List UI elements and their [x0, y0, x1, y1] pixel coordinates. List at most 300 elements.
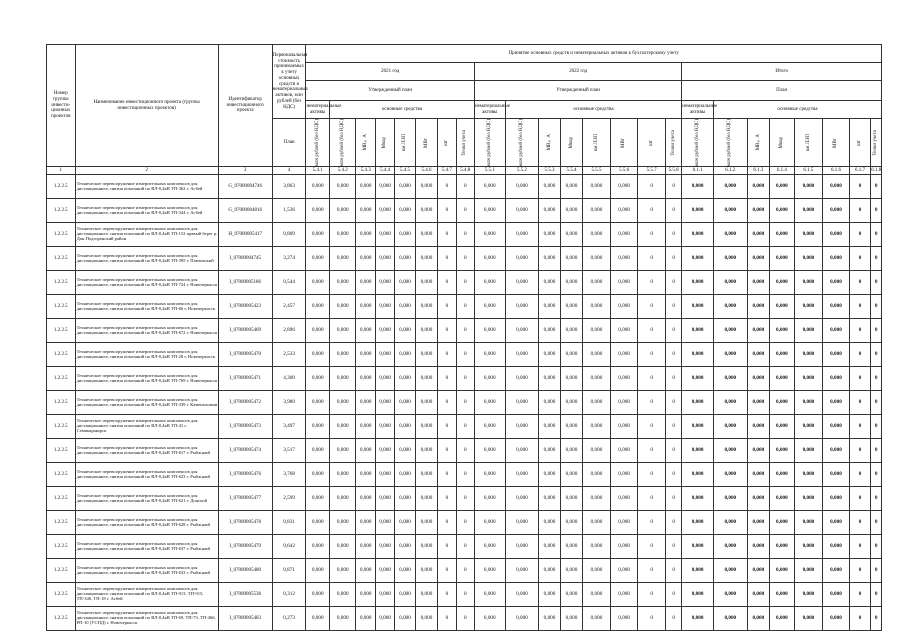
- value-total: 0,000: [794, 415, 823, 439]
- value-total: 0: [871, 295, 882, 319]
- value-total: 0,000: [794, 583, 823, 607]
- value-2022: 0: [638, 295, 666, 319]
- value-total: 0,000: [682, 583, 714, 607]
- column-number: 1: [47, 167, 76, 175]
- project-id: I_07000005473: [218, 415, 272, 439]
- value-total: 0,000: [823, 295, 850, 319]
- project-id: I_07000005471: [218, 367, 272, 391]
- value-2022: 0,000: [560, 247, 582, 271]
- value-2021: 0,000: [306, 199, 329, 223]
- value-2021: 0,000: [306, 511, 329, 535]
- value-total: 0,000: [770, 535, 795, 559]
- value-2022: 0: [665, 463, 681, 487]
- value-2021: 0,000: [306, 463, 329, 487]
- value-total: 0,000: [747, 295, 769, 319]
- value-2021: 0,000: [356, 271, 375, 295]
- value-2022: 0,000: [583, 535, 611, 559]
- value-2022: 0: [665, 439, 681, 463]
- value-2022: 0,000: [583, 559, 611, 583]
- value-2022: 0,000: [539, 487, 560, 511]
- value-total: 0: [849, 223, 870, 247]
- value-total: 0,000: [823, 487, 850, 511]
- value-total: 0,000: [770, 607, 795, 631]
- value-total: 0,000: [770, 511, 795, 535]
- header-sub-label: шт: [444, 139, 449, 146]
- value-total: 0,000: [823, 223, 850, 247]
- group-number: 1.2.3.5: [47, 535, 76, 559]
- value-2021: 0: [456, 487, 474, 511]
- value-2022: 0,000: [474, 535, 505, 559]
- project-id: I_07000004745: [218, 247, 272, 271]
- value-2022: 0,000: [505, 247, 539, 271]
- plan-value: 0,544: [272, 271, 306, 295]
- column-number: 5.5.2: [505, 167, 539, 175]
- value-2022: 0,000: [560, 223, 582, 247]
- value-total: 0: [871, 559, 882, 583]
- value-2021: 0,000: [415, 343, 437, 367]
- project-name: Техническое перевооружение измерительных комплексов для дистанционного снятия показаний по ВЛ-0,4кВ ТП-633 г. Рыбацкий: [75, 559, 218, 583]
- value-2021: 0,000: [329, 367, 356, 391]
- header-sub-col: [871, 119, 882, 167]
- column-number: 5.5.7: [638, 167, 666, 175]
- value-total: 0: [849, 199, 870, 223]
- column-number: 3: [218, 167, 272, 175]
- value-total: 0: [871, 199, 882, 223]
- value-2021: 0,000: [395, 559, 415, 583]
- value-2022: 0: [638, 463, 666, 487]
- value-2022: 0: [665, 391, 681, 415]
- value-2022: 0,000: [539, 319, 560, 343]
- value-total: 0,000: [713, 415, 747, 439]
- value-total: 0,000: [823, 247, 850, 271]
- value-total: 0,000: [770, 247, 795, 271]
- value-2022: 0,000: [560, 535, 582, 559]
- value-2022: 0: [638, 175, 666, 199]
- value-total: 0,000: [747, 583, 769, 607]
- project-id: I_07000005479: [218, 535, 272, 559]
- value-total: 0,000: [682, 247, 714, 271]
- header-sub-label: Мвар: [778, 136, 784, 149]
- value-2021: 0,000: [415, 439, 437, 463]
- value-2021: 0,000: [395, 511, 415, 535]
- value-2022: 0,000: [610, 535, 638, 559]
- value-total: 0,000: [823, 607, 850, 631]
- value-2022: 0,000: [583, 343, 611, 367]
- value-2022: 0,000: [474, 487, 505, 511]
- header-sub-label: км ЛЭП: [805, 134, 811, 152]
- value-2022: 0: [638, 199, 666, 223]
- project-id: I_07000005477: [218, 487, 272, 511]
- value-2021: 0,000: [329, 247, 356, 271]
- value-total: 0,000: [747, 415, 769, 439]
- header-fixed: основные средства: [713, 101, 881, 119]
- value-2021: 0: [456, 439, 474, 463]
- value-2022: 0: [665, 583, 681, 607]
- value-total: 0,000: [794, 199, 823, 223]
- value-total: 0,000: [747, 535, 769, 559]
- column-number: 4: [272, 167, 306, 175]
- value-2021: 0,000: [395, 607, 415, 631]
- project-id: I_07000005423: [218, 295, 272, 319]
- value-2022: 0,000: [610, 511, 638, 535]
- value-2021: 0: [456, 295, 474, 319]
- value-2021: 0: [438, 223, 456, 247]
- value-2022: 0,000: [560, 439, 582, 463]
- group-number: 1.2.3.5: [47, 439, 76, 463]
- column-number: 6.1.4: [770, 167, 795, 175]
- value-2022: 0,000: [474, 439, 505, 463]
- value-2021: 0: [456, 343, 474, 367]
- value-2022: 0,000: [505, 271, 539, 295]
- plan-value: 3,980: [272, 391, 306, 415]
- column-number: 6.1.3: [747, 167, 769, 175]
- value-total: 0,000: [794, 223, 823, 247]
- table-row: [47, 175, 882, 199]
- value-total: 0,000: [794, 319, 823, 343]
- value-2021: 0: [438, 295, 456, 319]
- table-row: [47, 295, 882, 319]
- value-2022: 0,000: [474, 343, 505, 367]
- table-row: [47, 247, 882, 271]
- value-2022: 0,000: [560, 391, 582, 415]
- table-row: [47, 391, 882, 415]
- column-number: 5.4.2: [329, 167, 356, 175]
- value-2022: 0: [638, 439, 666, 463]
- value-2022: 0: [665, 607, 681, 631]
- value-total: 0,000: [682, 559, 714, 583]
- value-2021: 0: [456, 367, 474, 391]
- column-number: 5.5.6: [610, 167, 638, 175]
- value-2022: 0,000: [610, 463, 638, 487]
- value-2021: 0,000: [356, 295, 375, 319]
- value-total: 0,000: [682, 391, 714, 415]
- column-number: 5.4.6: [415, 167, 437, 175]
- value-total: 0,000: [823, 583, 850, 607]
- value-2021: 0,000: [395, 391, 415, 415]
- value-2022: 0,000: [474, 391, 505, 415]
- value-2021: 0,000: [375, 247, 394, 271]
- value-2022: 0: [665, 511, 681, 535]
- value-total: 0,000: [713, 583, 747, 607]
- value-total: 0,000: [823, 439, 850, 463]
- value-2021: 0,000: [395, 223, 415, 247]
- header-plan: Первоначальная стоимость принимаемых к учету основных средств и нематериальных активов, млн рублей (без НДС): [272, 45, 306, 119]
- table-row: [47, 487, 882, 511]
- value-2022: 0,000: [474, 559, 505, 583]
- value-2022: 0,000: [560, 607, 582, 631]
- value-2021: 0,000: [375, 607, 394, 631]
- header-sub-label: млн рублей (без НДС): [486, 119, 492, 167]
- value-2021: 0,000: [356, 391, 375, 415]
- header-sub-intangible-unit: [474, 119, 505, 167]
- header-sub-col: [356, 119, 375, 167]
- value-2022: 0: [638, 415, 666, 439]
- header-sub-label: Мвар: [382, 136, 388, 149]
- value-2022: 0,000: [583, 199, 611, 223]
- value-2021: 0,000: [356, 175, 375, 199]
- value-total: 0: [871, 487, 882, 511]
- header-sub-label: млн рублей (без НДС): [314, 119, 320, 167]
- value-total: 0,000: [770, 199, 795, 223]
- group-number: 1.2.3.5: [47, 559, 76, 583]
- value-total: 0,000: [747, 199, 769, 223]
- value-2021: 0,000: [306, 367, 329, 391]
- value-2021: 0,000: [306, 343, 329, 367]
- value-2021: 0: [438, 487, 456, 511]
- project-name: Техническое перевооружение измерительных комплексов для дистанционного снятия показаний по ВЛ-0,4кВ ТП-623 г. Рыбацкий: [75, 463, 218, 487]
- value-total: 0,000: [747, 175, 769, 199]
- value-2022: 0,000: [583, 583, 611, 607]
- value-2022: 0,000: [505, 199, 539, 223]
- value-2022: 0,000: [560, 199, 582, 223]
- value-total: 0,000: [794, 535, 823, 559]
- value-total: 0,000: [682, 319, 714, 343]
- header-name: Наименование инвестиционного проекта (группы инвестиционных проектов): [75, 45, 218, 167]
- header-approved-2021: Утвержденный план: [306, 81, 474, 101]
- value-2021: 0,000: [329, 295, 356, 319]
- value-total: 0: [871, 583, 882, 607]
- value-2022: 0,000: [505, 607, 539, 631]
- value-2022: 0,000: [610, 319, 638, 343]
- value-total: 0,000: [747, 559, 769, 583]
- group-number: 1.2.3.5: [47, 391, 76, 415]
- header-sub-col: [505, 119, 539, 167]
- value-total: 0: [871, 271, 882, 295]
- value-2022: 0,000: [560, 463, 582, 487]
- header-sub-col: [638, 119, 666, 167]
- value-2022: 0,000: [583, 439, 611, 463]
- group-number: 1.2.3.5: [47, 367, 76, 391]
- value-total: 0,000: [747, 439, 769, 463]
- value-2021: 0,000: [415, 583, 437, 607]
- value-2022: 0,000: [560, 487, 582, 511]
- group-number: 1.2.3.5: [47, 223, 76, 247]
- value-2021: 0,000: [329, 343, 356, 367]
- value-total: 0,000: [794, 295, 823, 319]
- value-2022: 0,000: [505, 343, 539, 367]
- value-total: 0,000: [823, 175, 850, 199]
- value-2021: 0,000: [356, 607, 375, 631]
- value-2021: 0,000: [415, 271, 437, 295]
- value-2021: 0,000: [395, 271, 415, 295]
- table-row: [47, 511, 882, 535]
- value-total: 0,000: [747, 391, 769, 415]
- header-group: Номер группы инвести-ционных проектов: [47, 45, 76, 167]
- column-number: 6.1.2: [713, 167, 747, 175]
- header-sub-label: млн рублей (без НДС): [727, 119, 733, 167]
- header-id: Идентификатор инвестиционного проекта: [218, 45, 272, 167]
- value-total: 0,000: [770, 415, 795, 439]
- value-total: 0: [871, 319, 882, 343]
- value-2022: 0,000: [583, 295, 611, 319]
- value-2022: 0,000: [610, 391, 638, 415]
- value-total: 0,000: [794, 439, 823, 463]
- value-2021: 0: [456, 199, 474, 223]
- value-total: 0: [849, 271, 870, 295]
- value-2022: 0,000: [539, 583, 560, 607]
- header-intangible: нематериальные активы: [474, 101, 505, 119]
- value-2021: 0,000: [329, 511, 356, 535]
- value-total: 0,000: [747, 367, 769, 391]
- header-sub-label: Точки учета: [670, 129, 676, 156]
- table-row: [47, 535, 882, 559]
- value-2021: 0,000: [356, 319, 375, 343]
- value-2021: 0: [456, 415, 474, 439]
- value-2021: 0: [438, 511, 456, 535]
- value-2021: 0,000: [375, 415, 394, 439]
- value-total: 0: [871, 415, 882, 439]
- header-fixed: основные средства: [505, 101, 682, 119]
- project-name: Техническое перевооружение измерительных комплексов для дистанционного снятия показаний по ВЛ-0,4кВ ТП-637 г. Рыбацкий: [75, 535, 218, 559]
- value-2021: 0,000: [356, 415, 375, 439]
- plan-value: 3,497: [272, 415, 306, 439]
- header-2022: 2022 год: [474, 63, 681, 81]
- value-2021: 0,000: [415, 247, 437, 271]
- table-row: [47, 415, 882, 439]
- value-total: 0,000: [713, 607, 747, 631]
- group-number: 1.2.3.5: [47, 295, 76, 319]
- project-id: I_07000005483: [218, 607, 272, 631]
- table-row: [47, 607, 882, 631]
- header-sub-col: [713, 119, 747, 167]
- value-total: 0,000: [770, 487, 795, 511]
- value-2021: 0,000: [375, 295, 394, 319]
- value-total: 0: [849, 487, 870, 511]
- column-number: 5.4.7: [438, 167, 456, 175]
- project-id: I_07000005538: [218, 583, 272, 607]
- value-2021: 0,000: [356, 367, 375, 391]
- value-total: 0,000: [713, 391, 747, 415]
- value-2021: 0,000: [395, 535, 415, 559]
- header-sub-label: км ЛЭП: [402, 134, 408, 152]
- value-2021: 0: [438, 583, 456, 607]
- value-2021: 0: [456, 271, 474, 295]
- value-total: 0,000: [770, 223, 795, 247]
- project-name: Техническое перевооружение измерительных комплексов для дистанционного снятия показаний по ВЛ-0,4кВ ТП-69, ТП-73, ТП-466, РП-10 (УСПД) г. Новочеркасск: [75, 607, 218, 631]
- header-sub-col: [329, 119, 356, 167]
- value-total: 0: [871, 367, 882, 391]
- value-2021: 0,000: [356, 223, 375, 247]
- value-total: 0,000: [682, 199, 714, 223]
- value-2021: 0,000: [375, 343, 394, 367]
- value-total: 0,000: [794, 271, 823, 295]
- value-2022: 0: [638, 511, 666, 535]
- value-2022: 0,000: [610, 247, 638, 271]
- table-row: [47, 367, 882, 391]
- value-total: 0,000: [823, 535, 850, 559]
- value-2022: 0: [665, 295, 681, 319]
- value-2022: 0,000: [505, 439, 539, 463]
- value-2021: 0: [438, 319, 456, 343]
- header-sub-label: шт: [648, 139, 654, 146]
- value-total: 0,000: [794, 175, 823, 199]
- value-total: 0,000: [682, 343, 714, 367]
- value-2022: 0: [665, 247, 681, 271]
- value-2022: 0,000: [610, 223, 638, 247]
- value-2022: 0,000: [539, 367, 560, 391]
- plan-value: 4,300: [272, 367, 306, 391]
- value-2022: 0,000: [539, 511, 560, 535]
- project-name: Техническое перевооружение измерительных комплексов для дистанционного снятия показаний по ВЛ-0,4кВ ТП-724 г. Новочеркасск: [75, 271, 218, 295]
- value-2021: 0: [456, 583, 474, 607]
- column-number: 6.1.6: [823, 167, 850, 175]
- value-2021: 0,000: [306, 319, 329, 343]
- plan-value: 0,809: [272, 223, 306, 247]
- value-2021: 0,000: [375, 535, 394, 559]
- project-id: G_07000004746: [218, 175, 272, 199]
- value-2021: 0,000: [375, 175, 394, 199]
- group-number: 1.2.3.5: [47, 175, 76, 199]
- value-2021: 0,000: [415, 391, 437, 415]
- value-total: 0: [849, 463, 870, 487]
- value-total: 0,000: [747, 247, 769, 271]
- project-name: Техническое перевооружение измерительных комплексов для дистанционного снятия показаний по ВЛ-0,4кВ ТП-41 г. Семикаракорск: [75, 415, 218, 439]
- value-total: 0: [871, 439, 882, 463]
- value-2022: 0,000: [539, 223, 560, 247]
- plan-value: 3,274: [272, 247, 306, 271]
- value-2021: 0,000: [356, 439, 375, 463]
- value-2021: 0,000: [356, 583, 375, 607]
- value-2021: 0,000: [356, 199, 375, 223]
- value-2022: 0,000: [505, 391, 539, 415]
- value-2021: 0,000: [306, 607, 329, 631]
- column-number: 5.4.5: [395, 167, 415, 175]
- group-number: 1.2.3.5: [47, 343, 76, 367]
- value-2021: 0,000: [306, 247, 329, 271]
- value-total: 0,000: [713, 463, 747, 487]
- value-2021: 0,000: [415, 487, 437, 511]
- value-total: 0,000: [747, 343, 769, 367]
- value-total: 0,000: [713, 175, 747, 199]
- value-2021: 0: [438, 247, 456, 271]
- value-2022: 0,000: [505, 535, 539, 559]
- value-2021: 0,000: [375, 367, 394, 391]
- value-total: 0,000: [682, 295, 714, 319]
- value-2022: 0,000: [474, 247, 505, 271]
- column-number: 5.4.3: [356, 167, 375, 175]
- column-number: 5.4.4: [375, 167, 394, 175]
- value-total: 0,000: [682, 415, 714, 439]
- value-2021: 0,000: [375, 463, 394, 487]
- value-2022: 0,000: [583, 391, 611, 415]
- value-2021: 0,000: [356, 511, 375, 535]
- value-total: 0,000: [682, 223, 714, 247]
- value-2022: 0,000: [610, 439, 638, 463]
- header-sub-label: МВт: [423, 137, 429, 148]
- value-2021: 0,000: [329, 463, 356, 487]
- group-number: 1.2.3.5: [47, 607, 76, 631]
- value-2021: 0: [438, 607, 456, 631]
- header-plan-total: План: [682, 81, 882, 101]
- header-sub-col: [849, 119, 870, 167]
- header-sub-label: млн рублей (без НДС): [519, 119, 525, 167]
- value-2021: 0: [456, 319, 474, 343]
- project-name: Техническое перевооружение измерительных комплексов для дистанционного снятия показаний по ВЛ-0,4кВ ТП-152 правый берег р. Дон Подгоренский район: [75, 223, 218, 247]
- value-2022: 0,000: [505, 319, 539, 343]
- value-2021: 0,000: [395, 487, 415, 511]
- value-2022: 0,000: [539, 463, 560, 487]
- value-total: 0,000: [682, 439, 714, 463]
- value-2022: 0,000: [474, 223, 505, 247]
- value-2021: 0: [438, 439, 456, 463]
- value-2021: 0,000: [375, 439, 394, 463]
- value-2021: 0,000: [415, 463, 437, 487]
- value-total: 0,000: [823, 343, 850, 367]
- document-page: [46, 44, 882, 631]
- value-total: 0,000: [823, 511, 850, 535]
- value-2022: 0,000: [560, 271, 582, 295]
- value-2021: 0,000: [329, 607, 356, 631]
